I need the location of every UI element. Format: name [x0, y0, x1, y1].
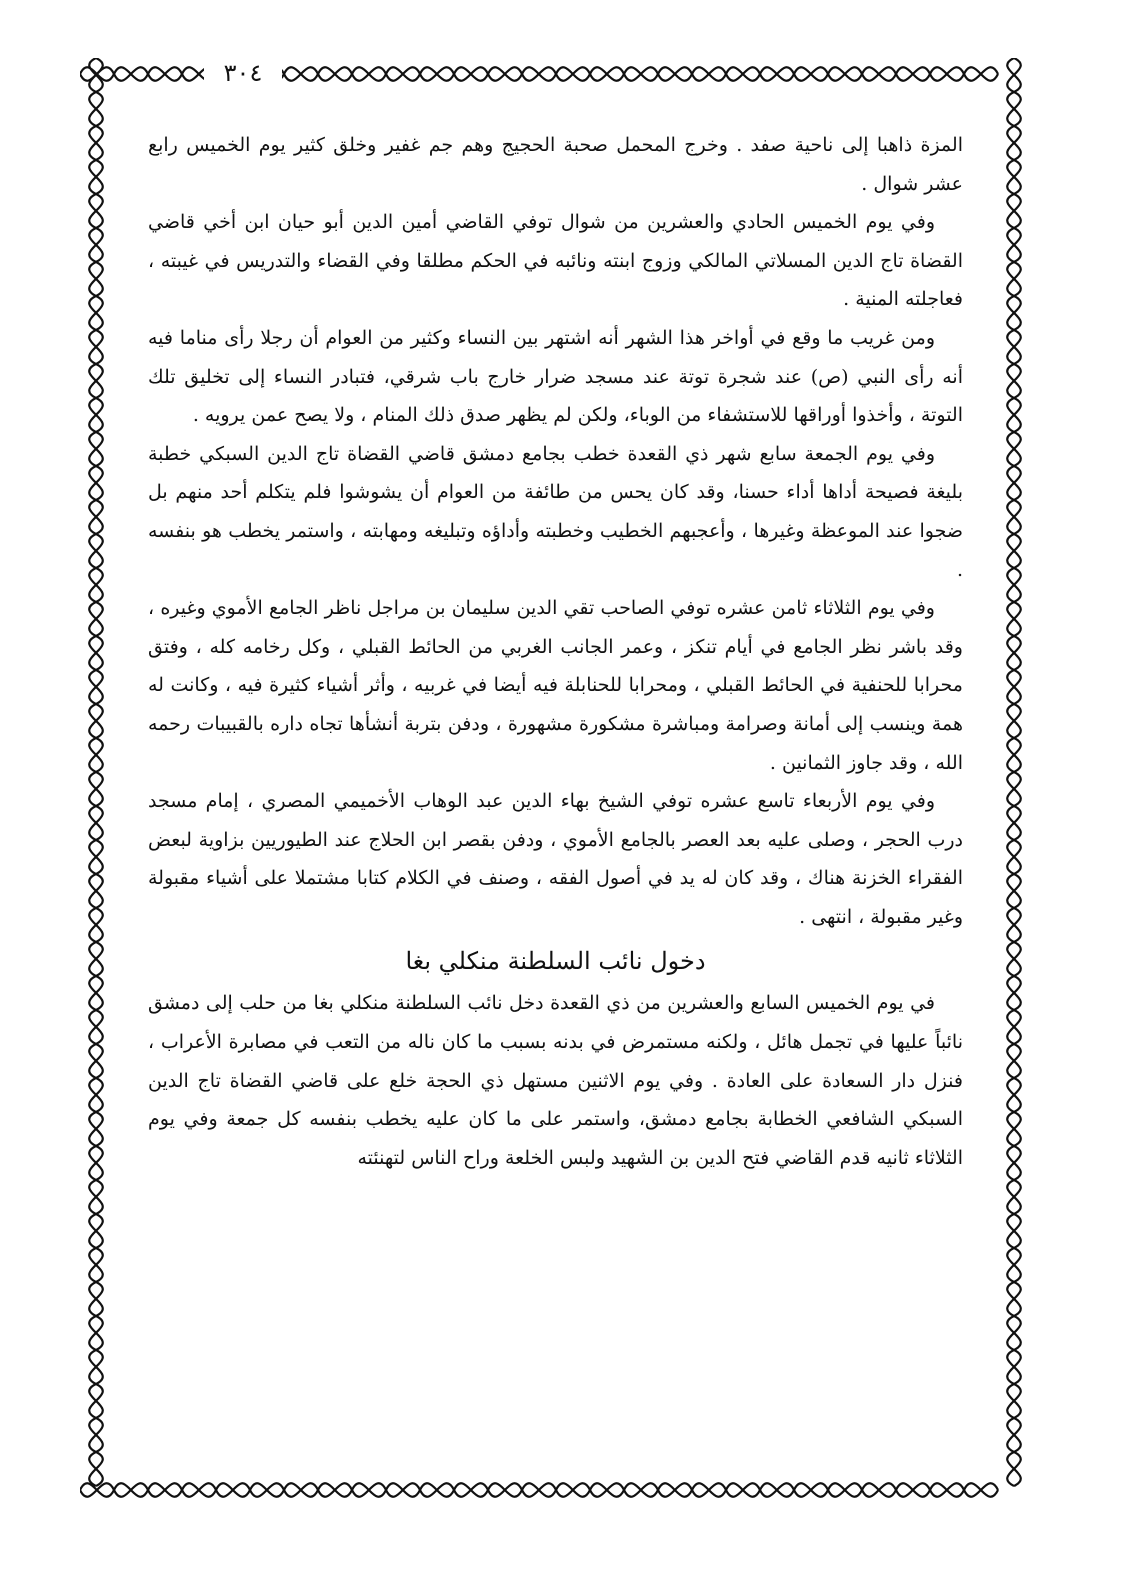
border-link — [89, 942, 103, 976]
section-heading: دخول نائب السلطنة منكلي بغا — [405, 947, 706, 976]
border-link — [89, 636, 103, 670]
border-link — [930, 1483, 964, 1497]
border-link — [89, 704, 103, 738]
border-link — [624, 67, 658, 81]
border-link — [658, 67, 692, 81]
page-number: ٣٠٤ — [204, 56, 282, 90]
border-link — [89, 1248, 103, 1282]
paragraph: المزة ذاهبا إلى ناحية صفد . وخرج المحمل صحبة الحجيج وهم جم غفير وخلق كثير يوم الخميس رابع عشر شوال . — [148, 134, 963, 195]
border-link — [89, 432, 103, 466]
border-link — [1007, 636, 1021, 670]
border-link — [216, 1483, 250, 1497]
border-link — [1007, 500, 1021, 534]
border-link — [89, 194, 103, 228]
border-link — [89, 976, 103, 1010]
border-link — [89, 466, 103, 500]
border-link — [352, 1483, 386, 1497]
border-link — [1007, 92, 1021, 126]
border-link — [624, 1483, 658, 1497]
border-link — [1007, 330, 1021, 364]
border-link — [692, 1483, 726, 1497]
border-link — [1007, 1350, 1021, 1384]
border-link — [556, 67, 590, 81]
border-link — [89, 568, 103, 602]
border-link — [760, 1483, 794, 1497]
border-link — [1007, 1282, 1021, 1316]
border-link — [89, 1146, 103, 1180]
border-link — [89, 1452, 103, 1486]
border-link — [89, 670, 103, 704]
border-link — [89, 1214, 103, 1248]
border-link — [862, 1483, 896, 1497]
border-link — [1007, 942, 1021, 976]
border-link — [1007, 772, 1021, 806]
border-link — [318, 1483, 352, 1497]
border-link — [318, 67, 352, 81]
border-link — [89, 534, 103, 568]
border-link — [760, 67, 794, 81]
border-link — [1007, 1384, 1021, 1418]
border-link — [1007, 1214, 1021, 1248]
border-link — [964, 1483, 998, 1497]
border-link — [1007, 1316, 1021, 1350]
border-link — [454, 67, 488, 81]
border-link — [1007, 364, 1021, 398]
border-link — [1007, 1010, 1021, 1044]
border-link — [89, 874, 103, 908]
paragraph: وفي يوم الخميس الحادي والعشرين من شوال توفي القاضي أمين الدين أبو حيان ابن أخي قاضي القضاة تاج الدين المسلاتي المالكي وزوج ابنته ونائبه في الحكم مطلقا وفي القضاء والتدريس في غيبته ، فعاجلته المنية . — [148, 211, 963, 311]
border-link — [89, 1044, 103, 1078]
border-link — [89, 1010, 103, 1044]
border-link — [89, 296, 103, 330]
border-link — [930, 67, 964, 81]
border-link — [1007, 126, 1021, 160]
border-link — [590, 1483, 624, 1497]
paragraph: وفي يوم الثلاثاء ثامن عشره توفي الصاحب تقي الدين سليمان بن مراجل ناظر الجامع الأموي وغيره ، وقد باشر نظر الجامع في أيام تنكز ، وعمر الجانب الغربي من الحائط القبلي ، وكل رخامه كله ، وفتق محرابا للحنفية في الحائط القبلي ، ومحرابا للحنابلة فيه أيضا في غربيه ، وأثر أشياء كثيرة فيه ، وكانت له همة وينسب إلى أمانة وصرامة ومباشرة مشكورة مشهورة ، ودفن بتربة أنشأها تجاه داره بالقبيبات رحمه الله ، وقد جاوز الثمانين . — [148, 597, 963, 774]
border-link — [89, 1180, 103, 1214]
border-link — [1007, 908, 1021, 942]
border-link — [828, 67, 862, 81]
paragraph: وفي يوم الجمعة سابع شهر ذي القعدة خطب بجامع دمشق قاضي القضاة تاج الدين السبكي خطبة بليغة فصيحة أداها أداء حسنا، وقد كان يحس من طائفة من العوام أن يشوشوا فلم يتكلم أحد منهم بل ضجوا عند الموعظة وغيرها ، وأعجبهم الخطيب وخطبته وأداؤه وتبليغه ومهابته ، واستمر يخطب هو بنفسه . — [148, 442, 963, 581]
border-link — [726, 1483, 760, 1497]
border-link — [89, 908, 103, 942]
border-link — [1007, 398, 1021, 432]
border-link — [89, 262, 103, 296]
border-link — [1007, 194, 1021, 228]
border-link — [1007, 704, 1021, 738]
border-link — [89, 1316, 103, 1350]
border-link — [89, 228, 103, 262]
border-link — [862, 67, 896, 81]
border-link — [89, 92, 103, 126]
border-link — [148, 1483, 182, 1497]
border-link — [794, 1483, 828, 1497]
border-link — [89, 500, 103, 534]
border-link — [964, 67, 998, 81]
border-link — [522, 1483, 556, 1497]
border-link — [896, 1483, 930, 1497]
border-link — [114, 67, 148, 81]
paragraph: ومن غريب ما وقع في أواخر هذا الشهر أنه اشتهر بين النساء وكثير من العوام أن رجلا رأى مناما فيه أنه رأى النبي (ص) عند شجرة توتة عند مسجد ضرار خارج باب شرقي، فتبادر النساء إلى تخليق تلك التوتة ، وأخذوا أوراقها للاستشفاء من الوباء، ولكن لم يظهر صدق ذلك المنام ، ولا يصح عمن يرويه . — [148, 326, 963, 427]
border-link — [1007, 874, 1021, 908]
border-link — [1007, 160, 1021, 194]
border-link — [1007, 228, 1021, 262]
border-link — [1007, 568, 1021, 602]
border-link — [590, 67, 624, 81]
paragraph: وفي يوم الأربعاء تاسع عشره توفي الشيخ بهاء الدين عبد الوهاب الأخميمي المصري ، إمام مسجد درب الحجر ، وصلى عليه بعد العصر بالجامع الأموي ، ودفن بقصر ابن الحلاج عند الطيوريين بزاوية لبعض الفقراء الخزنة هناك ، وقد كان له يد في أصول الفقه ، وصنف في الكلام كتابا مشتملا على أشياء مقبولة وغير مقبولة ، انتهى . — [148, 790, 963, 928]
border-link — [658, 1483, 692, 1497]
border-link — [488, 1483, 522, 1497]
border-link — [420, 67, 454, 81]
border-link — [794, 67, 828, 81]
border-link — [1007, 1248, 1021, 1282]
border-link — [1007, 1146, 1021, 1180]
border-link — [89, 1112, 103, 1146]
border-link — [89, 58, 103, 92]
border-link — [1007, 670, 1021, 704]
border-link — [89, 1078, 103, 1112]
border-link — [556, 1483, 590, 1497]
paragraph: في يوم الخميس السابع والعشرين من ذي القعدة دخل نائب السلطنة منكلي بغا من حلب إلى دمشق نائباً عليها في تجمل هائل ، ولكنه مستمرض في بدنه بسبب ما كان ناله من التعب في مصابرة الأعراب ، فنزل دار السعادة على العادة . وفي يوم الاثنين مستهل ذي الحجة خلع على قاضي القضاة تاج الدين السبكي الشافعي الخطابة بجامع دمشق، واستمر على ما كان عليه يخطب بنفسه كل جمعة وفي يوم الثلاثاء ثانيه قدم القاضي فتح الدين بن الشهيد ولبس الخلعة وراح الناس لتهنئته — [148, 992, 963, 1169]
border-link — [284, 1483, 318, 1497]
border-link — [89, 1282, 103, 1316]
border-link — [89, 126, 103, 160]
border-link — [1007, 976, 1021, 1010]
border-link — [1007, 432, 1021, 466]
border-link — [1007, 1418, 1021, 1452]
border-link — [1007, 602, 1021, 636]
border-link — [89, 1350, 103, 1384]
border-link — [89, 602, 103, 636]
border-link — [89, 1418, 103, 1452]
border-link — [1007, 296, 1021, 330]
border-link — [114, 1483, 148, 1497]
border-link — [1007, 806, 1021, 840]
border-link — [1007, 534, 1021, 568]
border-link — [828, 1483, 862, 1497]
border-link — [1007, 1044, 1021, 1078]
border-link — [89, 840, 103, 874]
border-link — [420, 1483, 454, 1497]
border-link — [454, 1483, 488, 1497]
border-link — [386, 1483, 420, 1497]
border-link — [1007, 1112, 1021, 1146]
border-link — [1007, 1180, 1021, 1214]
border-link — [692, 67, 726, 81]
border-link — [1007, 738, 1021, 772]
border-link — [89, 806, 103, 840]
border-link — [250, 1483, 284, 1497]
border-link — [352, 67, 386, 81]
border-link — [386, 67, 420, 81]
border-link — [182, 1483, 216, 1497]
border-link — [1007, 466, 1021, 500]
border-link — [284, 67, 318, 81]
border-link — [1007, 1078, 1021, 1112]
border-link — [89, 772, 103, 806]
border-link — [89, 160, 103, 194]
border-link — [1007, 262, 1021, 296]
border-link — [89, 1384, 103, 1418]
border-link — [89, 330, 103, 364]
border-link — [1007, 840, 1021, 874]
border-link — [89, 364, 103, 398]
border-link — [148, 67, 182, 81]
border-link — [89, 738, 103, 772]
border-link — [522, 67, 556, 81]
border-link — [1007, 1452, 1021, 1486]
page-text — [148, 126, 963, 1177]
border-link — [488, 67, 522, 81]
border-link — [726, 67, 760, 81]
border-link — [1007, 58, 1021, 92]
border-link — [89, 398, 103, 432]
border-link — [896, 67, 930, 81]
